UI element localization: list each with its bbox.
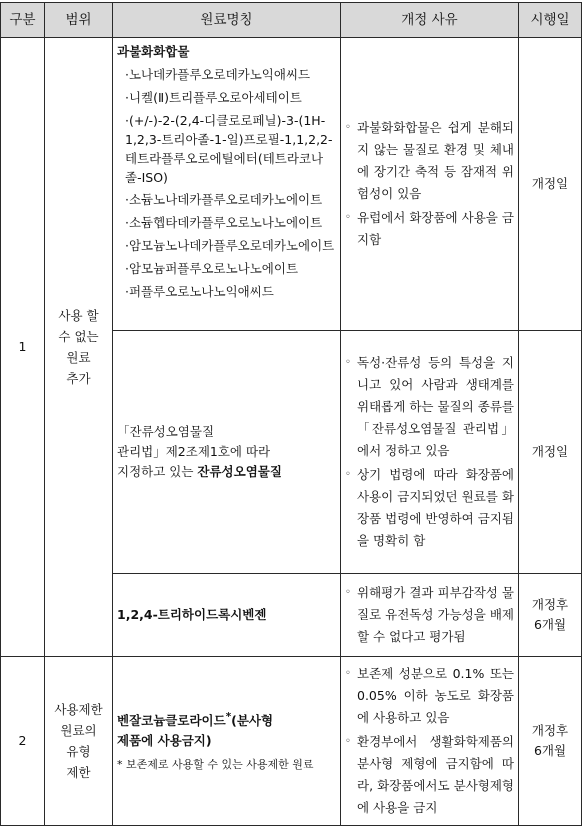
reason-item: ◦ 환경부에서 생활화학제품의 분사형 제형에 금지함에 따라, 화장품에서도 분사형제형에 사용을 금지	[345, 731, 514, 819]
ingredient-item: ·암모늄노나데카플루오로데카노에이트	[125, 238, 335, 253]
ingredient-item: ·노나데카플루오로데카노익애씨드	[125, 67, 311, 82]
header-no: 구분	[1, 3, 45, 38]
ingredient-item: ·소듐노나데카플루오로데카노에이트	[125, 192, 323, 207]
table-row	[1, 38, 582, 331]
reason-item: ◦ 과불화화합물은 쉽게 분해되지 않는 물질로 환경 및 체내에 장기간 축적 등 잠재적 위험성이 있음	[345, 117, 514, 205]
effective-date: 개정후 6개월	[519, 574, 582, 657]
scope-line: 수 없는	[58, 329, 99, 344]
bullet-icon: ◦	[345, 357, 351, 368]
ingredient-item: ·암모늄퍼플루오로노나노에이트	[125, 261, 299, 276]
effective-date: 개정후 6개월	[519, 657, 582, 826]
ingredient-item: ·(+/-)-2-(2,4-디클로로페닐)-3-(1H-1,2,3-트리아졸-1-일)프로필-1,1,2,2-테트라플루오로에틸에터(테트라코나졸-ISO)	[125, 113, 333, 185]
reason-item: ◦ 상기 법령에 따라 화장품에 사용이 금지되었던 원료를 화장품 법령에 반영하여 금지됨을 명확히 함	[345, 464, 514, 552]
ingredient-item: ·퍼플루오로노나노익애씨드	[125, 284, 274, 299]
reason-item: ◦ 보존제 성분으로 0.1% 또는 0.05% 이하 농도로 화장품에 사용하고 있음	[345, 663, 514, 729]
bullet-icon: ◦	[345, 212, 351, 223]
scope-line: 추가	[66, 371, 91, 386]
row-number: 1	[1, 38, 45, 657]
scope-line: 제한	[66, 765, 91, 780]
reason-item: ◦ 위해평가 결과 피부감작성 물질로 유전독성 가능성을 배제할 수 없다고 평가됨	[345, 582, 514, 648]
ingredient-name: 벤잘코늄클로라이드*(분사형	[117, 710, 274, 729]
reason-cell	[341, 331, 519, 574]
reason-item: ◦ 유럽에서 화장품에 사용을 금지함	[345, 207, 514, 251]
ingredient-name-cell	[113, 38, 341, 331]
scope-line: 유형	[66, 744, 91, 759]
bullet-icon: ◦	[345, 668, 351, 679]
name-line: 제품에 사용금지)	[117, 733, 212, 749]
ingredient-name-cell	[113, 657, 341, 826]
reason-cell	[341, 574, 519, 657]
ingredient-revision-table	[0, 2, 582, 826]
table-row	[1, 657, 582, 826]
name-line: 관리법」제2조제1호에 따라	[117, 444, 271, 459]
effective-date: 개정일	[519, 331, 582, 574]
ingredient-item: ·소듐헵타데카플루오로노나노에이트	[125, 215, 323, 230]
scope-line: 사용 할	[58, 308, 99, 323]
bullet-icon: ◦	[345, 587, 351, 598]
scope-cell	[45, 38, 113, 657]
header-date: 시행일	[519, 3, 582, 38]
header-name: 원료명칭	[113, 3, 341, 38]
ingredient-item: ·니켈(Ⅱ)트리플루오로아세테이트	[125, 90, 302, 105]
name-line: 지정하고 있는 잔류성오염물질	[117, 464, 282, 479]
row-number: 2	[1, 657, 45, 826]
scope-cell	[45, 657, 113, 826]
reason-cell	[341, 657, 519, 826]
reason-item: ◦ 독성·잔류성 등의 특성을 지니고 있어 사람과 생태계를 위태롭게 하는 물질의 종류를 「잔류성오염물질 관리법」에서 정하고 있음	[345, 352, 514, 462]
ingredient-name-cell	[113, 331, 341, 574]
bullet-icon: ◦	[345, 736, 351, 747]
footnote: * 보존제로 사용할 수 있는 사용제한 원료	[117, 758, 314, 772]
scope-line: 사용제한	[54, 702, 103, 717]
ingredient-name: 1,2,4-트리하이드록시벤젠	[117, 607, 267, 622]
bullet-icon: ◦	[345, 122, 351, 133]
header-reason: 개정 사유	[341, 3, 519, 38]
bullet-icon: ◦	[345, 469, 351, 480]
header-scope: 범위	[45, 3, 113, 38]
scope-line: 원료의	[60, 723, 97, 738]
scope-line: 원료	[66, 350, 91, 365]
effective-date: 개정일	[519, 38, 582, 331]
name-line: 「잔류성오염물질	[117, 424, 215, 439]
reason-cell	[341, 38, 519, 331]
header-row	[1, 3, 582, 38]
group-title: 과불화화합물	[117, 44, 190, 59]
ingredient-name-cell	[113, 574, 341, 657]
